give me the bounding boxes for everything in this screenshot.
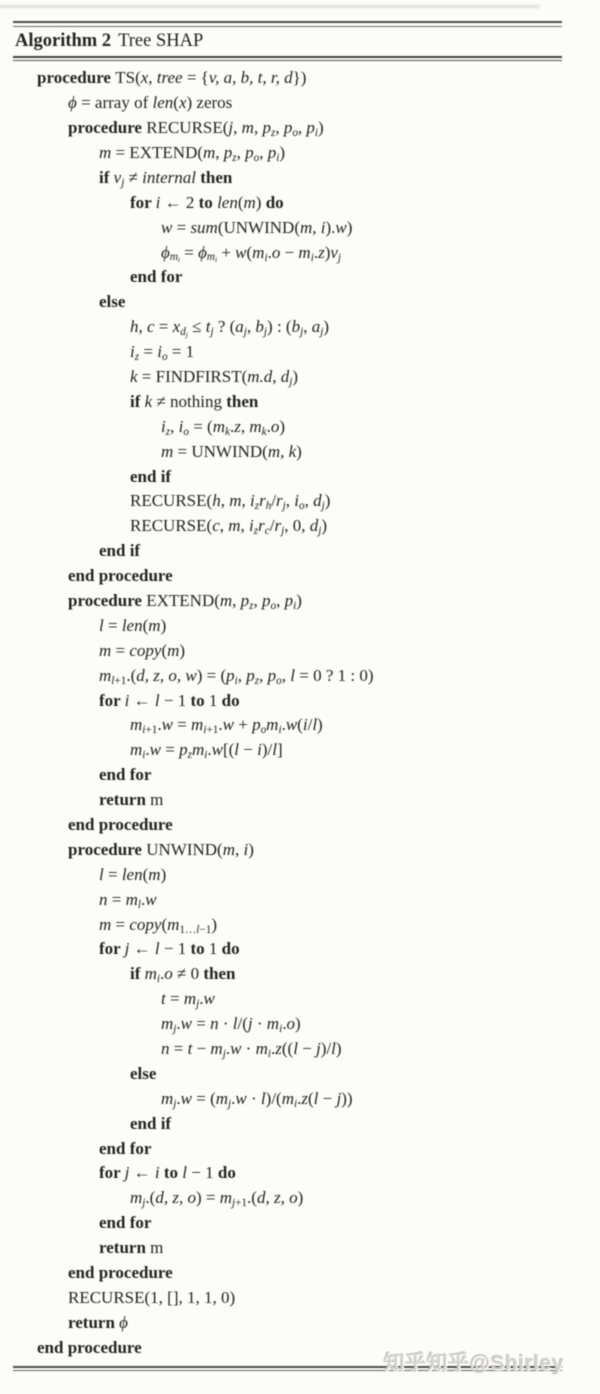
algo-line: end for — [99, 1138, 152, 1158]
algo-line: end for — [99, 765, 152, 785]
algo-line: for j ← l − 1 to 1 do — [99, 939, 240, 959]
algo-line: return m — [99, 790, 164, 810]
algo-line: $\phi_{m_i} = \phi_{m_i} + w(m_i.o - m_i.z)v_j$ — [161, 242, 342, 265]
algo-line: end procedure — [37, 1337, 142, 1357]
algo-line: return m — [99, 1238, 164, 1258]
algorithm-body — [13, 66, 563, 1360]
algorithm-caption-label: Algorithm 2 — [15, 30, 112, 51]
algo-line: $m = copy(m_{1\dots l-1})$ — [99, 914, 217, 936]
algo-line: if $v_j$ ≠ internal then — [99, 167, 233, 189]
algo-line: h, $c = x_{d_j} \le t_j$ ? ($a_j$, $b_j$) : ($b_j$, $a_j$) — [130, 317, 329, 339]
algo-line: $m_i.w = p_zm_i.w[(l - i)/l]$ — [130, 740, 283, 762]
algo-line: RECURSE(1, [], 1, 1, 0) — [68, 1287, 236, 1307]
algo-line: k = FINDFIRST(m.d, $d_j$) — [130, 366, 299, 388]
algo-line: else — [130, 1063, 157, 1083]
algo-line: end if — [130, 466, 172, 486]
algo-line: end procedure — [68, 815, 173, 835]
algo-line: $t = m_j.w$ — [161, 989, 215, 1011]
algo-line: end if — [99, 541, 141, 561]
algo-line: $m_j.(d$, z, $o) = m_{j+1}.(d$, z, o) — [130, 1188, 304, 1210]
algo-line: end procedure — [68, 1263, 173, 1283]
algo-line: end for — [99, 1213, 152, 1233]
algo-line: end if — [130, 1113, 172, 1133]
algo-line: ϕ = array of len(x) zeros — [68, 93, 233, 113]
algo-line: $m_{l+1}.(d$, z, o, $w) = (p_i$, $p_z$, $p_o$, l = 0 ? 1 : 0) — [99, 665, 374, 687]
algo-line: $m_j.w = (m_j.w \cdot l)/(m_i.z(l - j))$ — [161, 1088, 353, 1110]
algo-line: else — [99, 292, 126, 312]
caption-rule — [13, 56, 562, 62]
algo-line: m = UNWIND(m, k) — [161, 441, 302, 461]
algo-line: l = len(m) — [99, 615, 167, 635]
algo-line: $n = m_l.w$ — [99, 889, 157, 911]
algo-line: if k ≠ nothing then — [130, 391, 259, 411]
algo-line: RECURSE(c, m, $i_zr_c/r_j$, 0, $d_j$) — [130, 516, 328, 538]
algorithm-caption-title: Tree SHAP — [118, 30, 204, 51]
algo-line: procedure UNWIND(m, i) — [68, 839, 254, 859]
algo-line: end for — [130, 267, 183, 287]
zhihu-watermark: 知乎知乎@Shirley — [383, 1352, 564, 1375]
algo-line: return ϕ — [68, 1312, 128, 1332]
algorithm-caption — [13, 27, 563, 56]
algo-line: end procedure — [68, 566, 173, 586]
algo-line: $i_z$, $i_o = (m_k.z$, $m_k.o$) — [161, 416, 286, 438]
algo-line: RECURSE(h, m, $i_zr_h/r_j$, $i_o$, $d_j$) — [130, 491, 331, 513]
algo-line: for i ← 2 to len(m) do — [130, 192, 284, 212]
algo-line: $i_z = i_o = 1$ — [130, 342, 195, 363]
algo-line: l = len(m) — [99, 864, 167, 884]
algo-line: $m_j.w = n \cdot l/(j \cdot m_i.o)$ — [161, 1014, 301, 1035]
algo-line: for j ← i to l − 1 do — [99, 1163, 236, 1183]
algo-line: if $m_i.o \ne 0$ then — [130, 964, 236, 986]
algorithm-box — [13, 0, 563, 1371]
algo-line: $n = t - m_j.w \cdot m_i.z((l - j)/l)$ — [161, 1039, 342, 1060]
algo-line: for i ← l − 1 to 1 do — [99, 690, 240, 710]
algo-line: w = sum(UNWIND(m, i).w) — [161, 217, 353, 237]
algo-line: procedure RECURSE(j, m, $p_z$, $p_o$, $p_i$) — [68, 118, 324, 139]
algo-line: $m_{i+1}.w = m_{i+1}.w + p_om_i.w(i/l)$ — [130, 715, 323, 737]
algo-line: procedure EXTEND(m, $p_z$, $p_o$, $p_i$) — [68, 591, 302, 612]
algo-line: m = EXTEND(m, $p_z$, $p_o$, $p_i$) — [99, 142, 286, 164]
algo-line: procedure TS(x, tree = {v, a, b, t, r, d}) — [37, 68, 307, 88]
algo-line: m = copy(m) — [99, 640, 186, 660]
